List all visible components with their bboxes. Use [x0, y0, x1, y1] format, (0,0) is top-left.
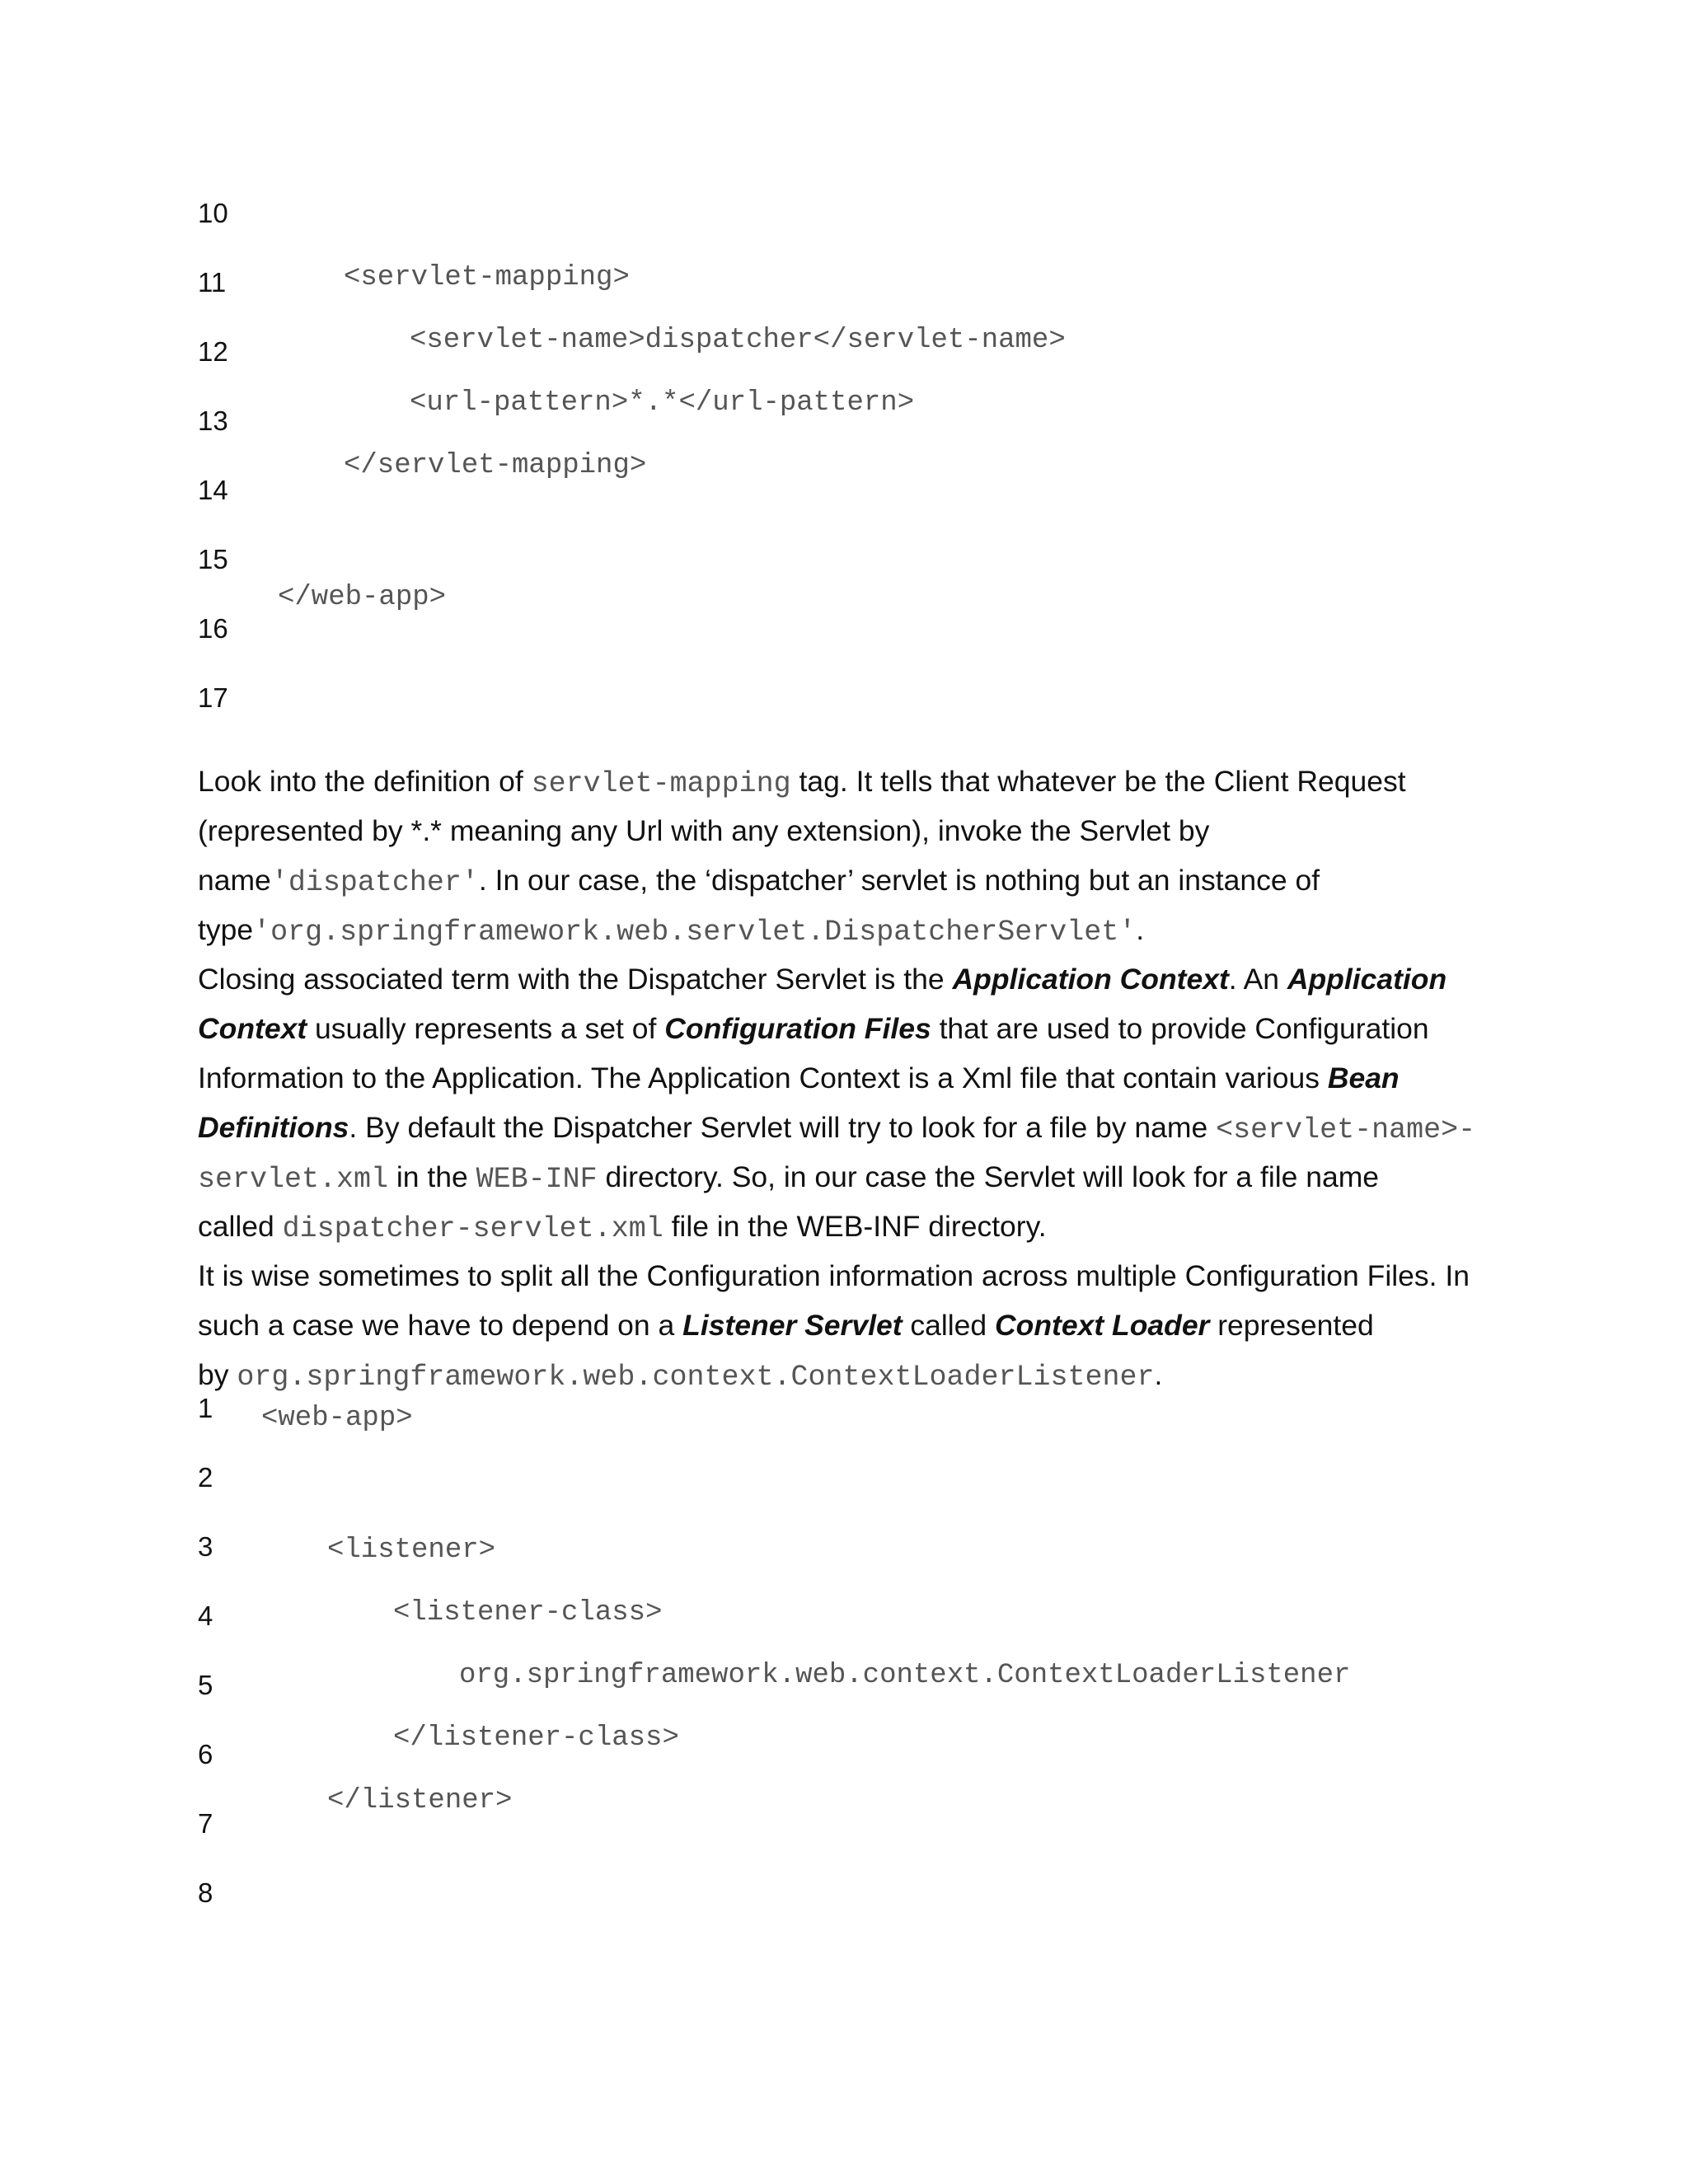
emphasis: Listener Servlet	[682, 1309, 903, 1342]
text-line	[198, 1004, 1484, 1053]
text-run: . In our case, the ‘dispatcher’ servlet is nothing but an instance of	[478, 864, 1320, 897]
emphasis: Configuration Files	[664, 1012, 931, 1045]
text-run: tag. It tells that whatever be the Client Request	[790, 765, 1406, 798]
explanation-text	[198, 757, 1484, 1399]
inline-code: <servlet-name>-	[1216, 1113, 1476, 1146]
inline-code: org.springframework.web.context.ContextLoaderListener	[237, 1361, 1155, 1394]
code-line: </web-app>	[278, 582, 447, 613]
line-number: 11	[198, 267, 227, 298]
text-run: called	[902, 1309, 996, 1342]
text-run: directory. So, in our case the Servlet will look for a file name	[597, 1160, 1380, 1193]
text-run: by	[198, 1358, 237, 1391]
emphasis: Context	[198, 1012, 307, 1045]
line-number: 16	[198, 613, 228, 644]
paragraph-1	[198, 757, 1484, 806]
line-number: 5	[198, 1670, 213, 1700]
inline-code: servlet-mapping	[531, 767, 791, 800]
inline-code: 'org.springframework.web.servlet.DispatcherServlet'	[253, 916, 1137, 949]
code-line: <url-pattern>*.*</url-pattern>	[410, 387, 915, 419]
emphasis: Definitions	[198, 1111, 349, 1144]
text-run: .	[1136, 913, 1145, 946]
text-run: Look into the definition of	[198, 765, 532, 798]
paragraph-3: It is wise sometimes to split all the Configuration information across multiple Configuration Files. In	[198, 1259, 1470, 1292]
text-run: file in the WEB-INF directory.	[663, 1210, 1047, 1243]
code-line: <listener>	[327, 1535, 496, 1566]
line-number: 15	[198, 544, 228, 574]
emphasis: Application Context	[952, 963, 1229, 996]
line-number: 2	[198, 1462, 213, 1493]
inline-code: servlet.xml	[198, 1163, 389, 1196]
line-number: 14	[198, 475, 228, 505]
text-line	[198, 1301, 1484, 1350]
code-line: <servlet-name>dispatcher</servlet-name>	[410, 325, 1066, 356]
text-run: Information to the Application. The Application Context is a Xml file that contain various	[198, 1062, 1328, 1094]
text-run: in the	[388, 1160, 476, 1193]
text-run: type	[198, 913, 254, 946]
text-run: called	[198, 1210, 283, 1243]
line-number: 7	[198, 1808, 213, 1839]
line-number: 13	[198, 405, 228, 436]
code-line: <listener-class>	[393, 1597, 663, 1629]
inline-code: dispatcher-servlet.xml	[282, 1212, 663, 1245]
inline-code: 'dispatcher'	[270, 866, 479, 899]
text-run: .	[1154, 1358, 1163, 1391]
text-run: that are used to provide Configuration	[931, 1012, 1429, 1045]
paragraph-2	[198, 954, 1484, 1004]
code-line: <web-app>	[261, 1403, 413, 1434]
text-line	[198, 1103, 1484, 1152]
text-line	[198, 1350, 1484, 1399]
text-line: (represented by *.* meaning any Url with any extension), invoke the Servlet by	[198, 814, 1210, 847]
line-number: 3	[198, 1531, 213, 1562]
text-run: represented	[1209, 1309, 1374, 1342]
line-number: 6	[198, 1739, 213, 1769]
text-run: such a case we have to depend on a	[198, 1309, 683, 1342]
emphasis: Application	[1287, 963, 1447, 996]
text-line	[198, 855, 1484, 905]
line-number: 12	[198, 336, 228, 367]
code-line: </listener-class>	[393, 1722, 679, 1754]
line-number: 17	[198, 682, 228, 713]
code-line: </listener>	[327, 1785, 513, 1816]
line-number: 10	[198, 198, 228, 228]
emphasis: Bean	[1327, 1062, 1400, 1094]
text-run: usually represents a set of	[307, 1012, 665, 1045]
text-line	[198, 1202, 1484, 1251]
text-run: name	[198, 864, 271, 897]
line-number: 8	[198, 1877, 213, 1908]
code-line: </servlet-mapping>	[344, 450, 647, 481]
code-line: org.springframework.web.context.ContextLoaderListener	[459, 1660, 1351, 1691]
text-line	[198, 905, 1484, 954]
line-number: 1	[198, 1393, 213, 1423]
text-line	[198, 1053, 1484, 1103]
text-run: Closing associated term with the Dispatcher Servlet is the	[198, 963, 953, 996]
line-number: 4	[198, 1601, 213, 1631]
text-line	[198, 1152, 1484, 1202]
code-line: <servlet-mapping>	[344, 262, 630, 293]
text-run: . By default the Dispatcher Servlet will try to look for a file by name	[349, 1111, 1217, 1144]
emphasis: Context Loader	[995, 1309, 1210, 1342]
inline-code: WEB-INF	[476, 1163, 598, 1196]
text-run: . An	[1228, 963, 1287, 996]
